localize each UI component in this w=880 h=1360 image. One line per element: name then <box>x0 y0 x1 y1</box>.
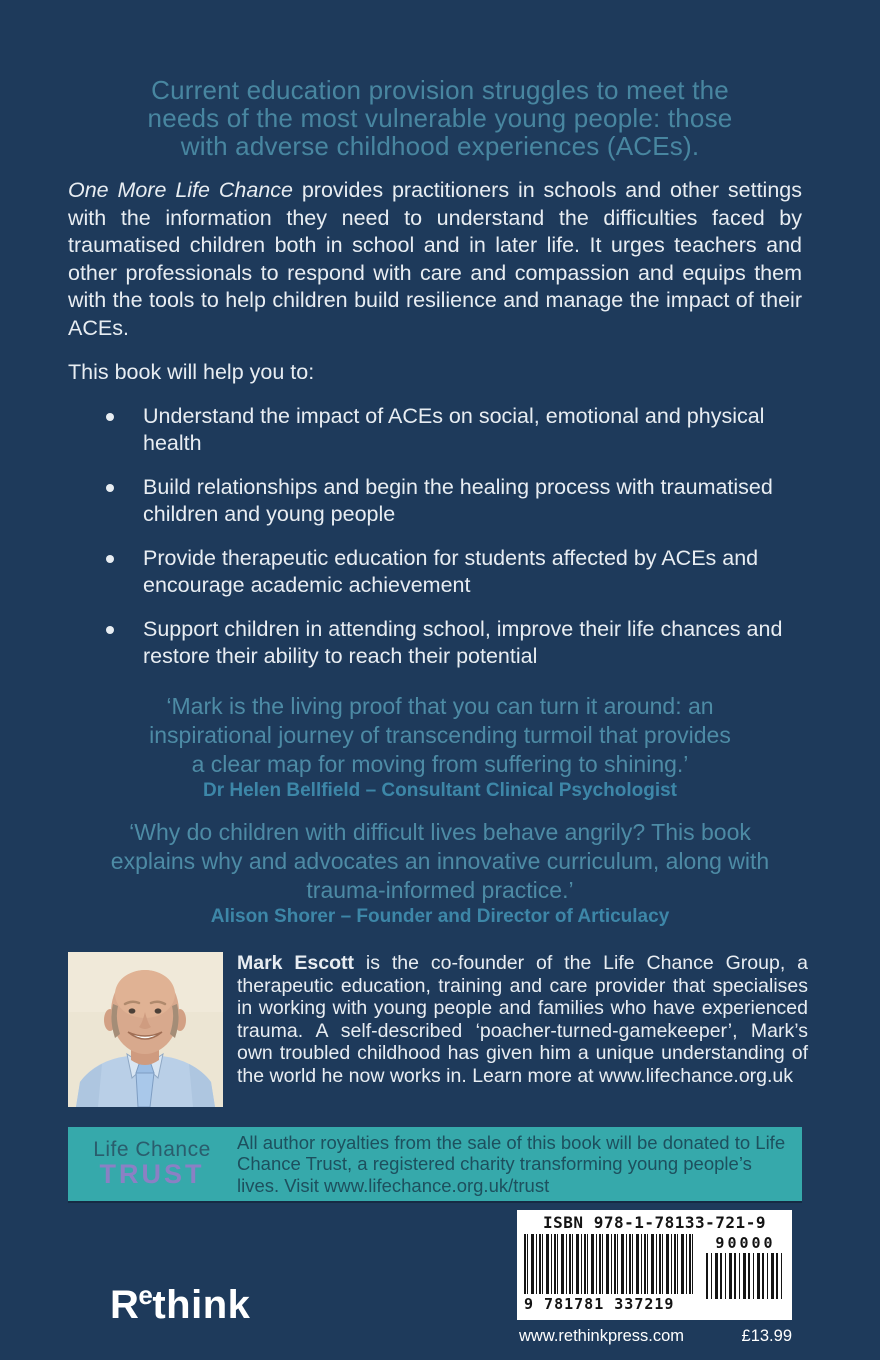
benefits-list <box>68 403 810 687</box>
ean-digits: 9 781781 337219 <box>524 1295 675 1313</box>
trust-banner-text: All author royalties from the sale of this book will be donated to Life Chance Trust, a registered charity transforming young people’s lives. Visit www.lifechance.org.uk/trust <box>237 1131 786 1196</box>
author-photo-illustration <box>68 952 223 1107</box>
author-section <box>68 952 808 1107</box>
intro-paragraph <box>68 177 802 342</box>
barcode-bars <box>524 1234 696 1294</box>
intro-text: provides practitioners in schools and other settings with the information they need to understand the difficulties faced by traumatised children both in school and in later life. It urges teachers and other professionals to respond with care and compassion and equips them with the tools to help children build resilience and manage the impact of their ACEs. <box>68 178 802 340</box>
isbn-barcode <box>517 1210 792 1320</box>
logo-rest: think <box>152 1283 251 1327</box>
testimonial-attribution-2: Alison Shorer – Founder and Director of Articulacy <box>210 906 670 927</box>
list-item <box>68 403 810 457</box>
quote-line: trauma-informed practice.’ <box>306 877 574 903</box>
author-photo <box>68 952 223 1107</box>
quote-line: inspirational journey of transcending turmoil that provides <box>149 722 731 748</box>
headline-line: with adverse childhood experiences (ACEs). <box>180 131 700 161</box>
ean-barcode <box>524 1234 696 1313</box>
bullet-icon <box>106 626 114 634</box>
list-item <box>68 474 810 528</box>
book-title-italic: One More Life Chance <box>68 178 293 202</box>
life-chance-trust-logo <box>82 1138 222 1190</box>
quote-line: ‘Why do children with difficult lives behave angrily? This book <box>129 819 751 845</box>
bullet-icon <box>106 555 114 563</box>
headline-line: Current education provision struggles to meet the <box>151 75 729 105</box>
quote-line: a clear map for moving from suffering to shining.’ <box>191 751 689 777</box>
isbn-number: ISBN 978-1-78133-721-9 <box>543 1213 766 1232</box>
quote-line: ‘Mark is the living proof that you can turn it around: an <box>166 693 714 719</box>
testimonial-quote-1 <box>75 692 805 779</box>
list-item-text: Support children in attending school, improve their life chances and restore their ability to reach their potential <box>143 617 783 668</box>
trust-banner <box>68 1127 802 1201</box>
testimonial-quote-2 <box>75 818 805 905</box>
book-price: £13.99 <box>741 1327 792 1345</box>
logo-trust: TRUST <box>99 1159 205 1189</box>
barcode-body <box>517 1232 792 1313</box>
author-name: Mark Escott <box>237 952 355 974</box>
list-item-text: Provide therapeutic education for students affected by ACEs and encourage academic achievement <box>143 546 759 597</box>
quote-line: explains why and advocates an innovative curriculum, along with <box>110 848 770 874</box>
cover-headline <box>70 76 810 160</box>
list-item-text: Build relationships and begin the healing process with traumatised children and young people <box>143 475 773 526</box>
logo-letter-r: R <box>110 1283 140 1327</box>
addon-barcode <box>706 1234 785 1313</box>
author-bio <box>237 952 808 1107</box>
list-intro: This book will help you to: <box>68 360 315 384</box>
bullet-icon <box>106 484 114 492</box>
headline-line: needs of the most vulnerable young people: those <box>147 103 733 133</box>
addon-digits: 90000 <box>715 1234 776 1252</box>
barcode-bars <box>706 1253 785 1299</box>
list-item-text: Understand the impact of ACEs on social, emotional and physical health <box>143 404 765 455</box>
testimonial-attribution-1: Dr Helen Bellfield – Consultant Clinical Psychologist <box>202 780 678 801</box>
list-item <box>68 616 810 670</box>
logo-life-chance: Life Chance <box>93 1138 211 1161</box>
rethink-press-logo <box>110 1280 251 1328</box>
list-item <box>68 545 810 599</box>
bullet-icon <box>106 413 114 421</box>
publisher-website: www.rethinkpress.com <box>519 1327 685 1345</box>
logo-letter-e: e <box>138 1280 154 1310</box>
author-bio-text: is the co-founder of the Life Chance Group, a therapeutic education, training and care provider that specialises in working with young people and families who have experienced trauma. A self-described ‘poacher-turned-gamekeeper’, Mark’s own troubled childhood has given him a unique understanding of the world he now works in. Learn more at www.lifechance.org.uk <box>237 952 808 1087</box>
